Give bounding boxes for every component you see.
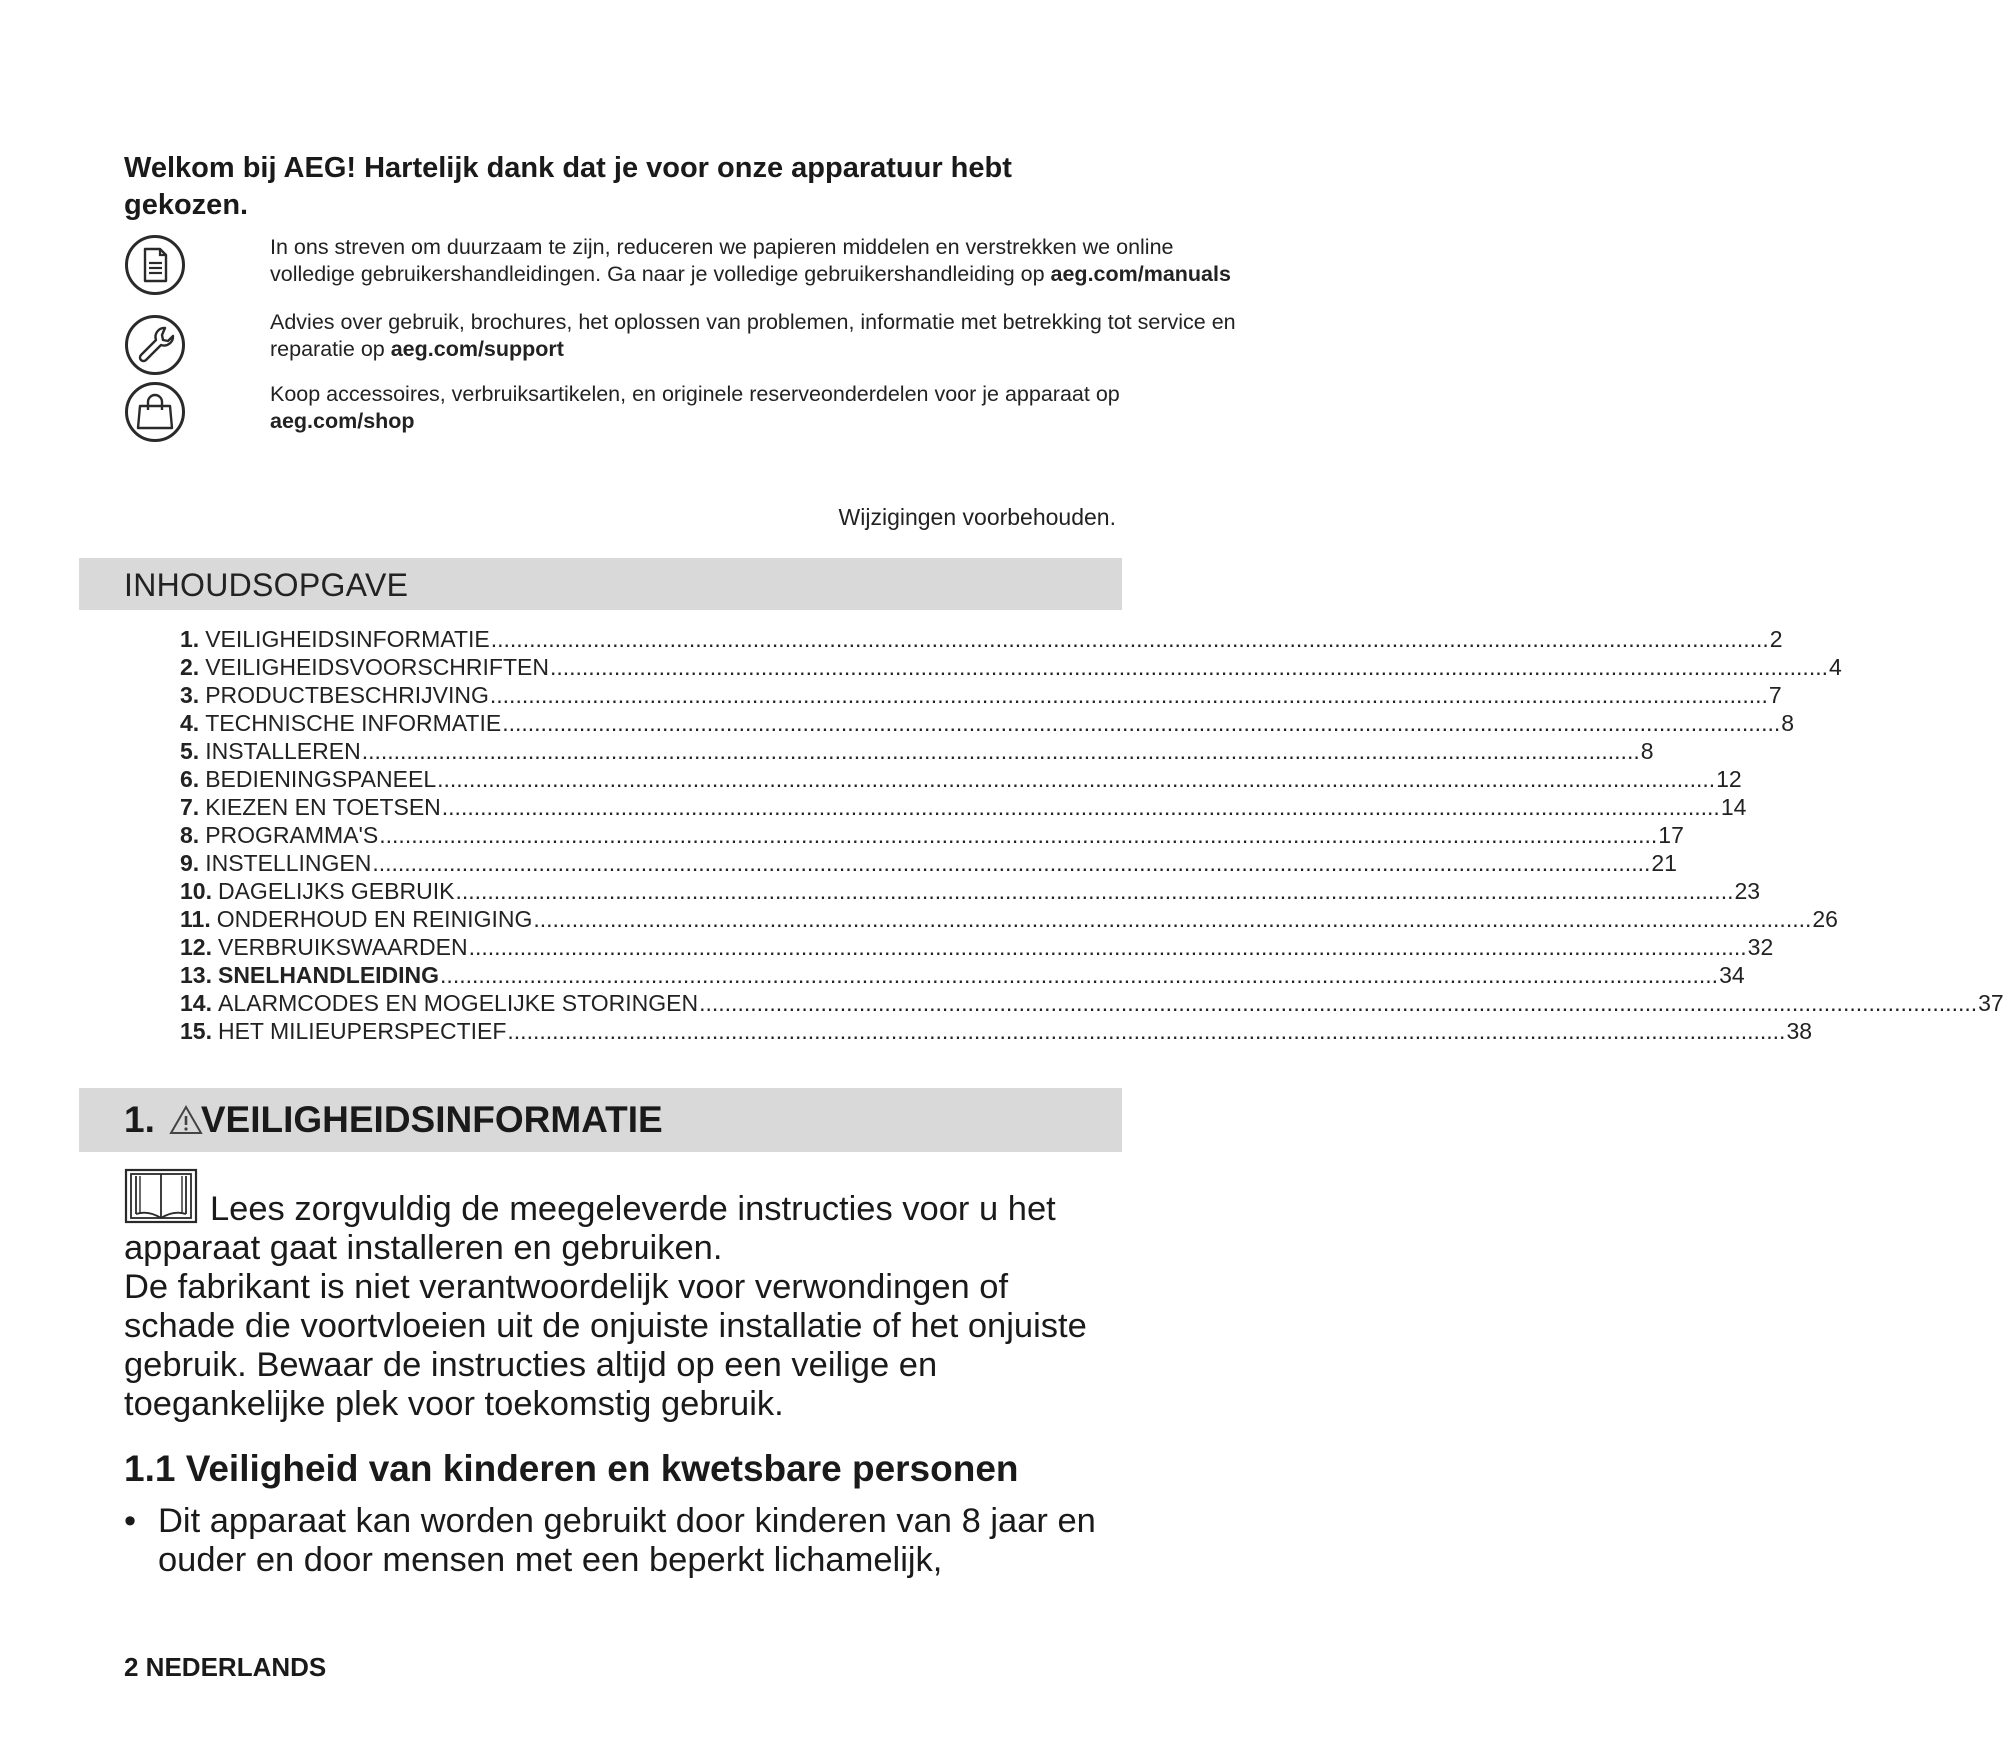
toc-item-label: VEILIGHEIDSVOORSCHRIFTEN: [205, 654, 549, 680]
intro-text-2: De fabrikant is niet verantwoordelijk voor verwondingen of schade die voortvloeien uit de onjuiste installatie of het onjuiste gebruik. Bewaar de instructies altijd op een veilige en toegankelijke plek voor toekomstig gebruik.: [124, 1268, 1087, 1423]
intro-text-1: Lees zorgvuldig de meegeleverde instructies voor u het apparaat gaat installeren en gebruiken.: [124, 1190, 1056, 1267]
section-header: [79, 1088, 1122, 1152]
toc-item-label: PROGRAMMA'S: [205, 822, 379, 848]
toc-item[interactable]: [180, 626, 1783, 654]
toc-list: [180, 626, 2004, 1046]
toc-item-number: 11.: [180, 906, 211, 932]
subsection-title: 1.1 Veiligheid van kinderen en kwetsbare personen: [124, 1448, 1019, 1489]
toc-item-page: 8: [1640, 738, 1654, 764]
toc-item-number: 5.: [180, 738, 200, 764]
toc-item-leader: ........................................................................................................................................................................................................: [699, 990, 1978, 1016]
toc-item[interactable]: [180, 962, 1745, 990]
toc-item-label: VEILIGHEIDSINFORMATIE: [205, 626, 490, 652]
welcome-heading: Welkom bij AEG! Hartelijk dank dat je voor onze apparatuur hebt gekozen.: [124, 152, 1012, 221]
warning-triangle-icon: [169, 1105, 203, 1135]
toc-item[interactable]: [180, 1018, 1813, 1046]
toc-item-page: 17: [1658, 822, 1684, 848]
toc-item-leader: ........................................................................................................................................................................................................: [441, 794, 1720, 820]
toc-item-label: ONDERHOUD EN REINIGING: [216, 906, 533, 932]
toc-item-leader: ........................................................................................................................................................................................................: [372, 850, 1651, 876]
toc-item-number: 6.: [180, 766, 200, 792]
toc-item-label: TECHNISCHE INFORMATIE: [205, 710, 502, 736]
toc-item-page: 2: [1769, 626, 1783, 652]
toc-item[interactable]: [180, 822, 1684, 850]
toc-header: [79, 558, 1122, 610]
toc-item-page: 34: [1719, 962, 1745, 988]
manuals-link[interactable]: aeg.com/manuals: [1050, 262, 1231, 286]
bullet-list: [124, 1502, 1124, 1580]
toc-item-page: 14: [1720, 794, 1747, 820]
toc-item-number: 4.: [180, 710, 200, 736]
section-number: 1.: [124, 1099, 155, 1140]
toc-item[interactable]: [180, 710, 1795, 738]
section-intro: [124, 1168, 1124, 1424]
toc-item-page: 4: [1829, 654, 1842, 680]
toc-item-label: HET MILIEUPERSPECTIEF: [217, 1018, 507, 1044]
bullet-item: • Dit apparaat kan worden gebruikt door kinderen van 8 jaar en ouder en door mensen met een beperkt lichamelijk,: [124, 1502, 1124, 1580]
toc-item-number: 2.: [180, 654, 200, 680]
toc-item-number: 1.: [180, 626, 200, 652]
section-name: VEILIGHEIDSINFORMATIE: [200, 1099, 663, 1140]
toc-item-leader: ........................................................................................................................................................................................................: [455, 878, 1734, 904]
toc-item-label: PRODUCTBESCHRIJVING: [205, 682, 489, 708]
info-shop-text: Koop accessoires, verbruiksartikelen, en originele reserveonderdelen voor je apparaat op aeg.com/shop: [270, 382, 1120, 433]
section-title: [124, 1099, 663, 1141]
toc-item-label: INSTELLINGEN: [205, 850, 372, 876]
toc-item-number: 3.: [180, 682, 200, 708]
toc-item-number: 7.: [180, 794, 200, 820]
toc-item-page: 8: [1781, 710, 1795, 736]
toc-item-leader: ........................................................................................................................................................................................................: [489, 682, 1768, 708]
toc-title: INHOUDSOPGAVE: [124, 567, 409, 603]
toc-item-leader: ........................................................................................................................................................................................................: [533, 906, 1812, 932]
toc-item-leader: ........................................................................................................................................................................................................: [507, 1018, 1786, 1044]
toc-item-leader: ........................................................................................................................................................................................................: [490, 626, 1769, 652]
toc-item-page: 21: [1651, 850, 1677, 876]
toc-item-leader: ........................................................................................................................................................................................................: [468, 934, 1747, 960]
toc-item-number: 15.: [180, 1018, 212, 1044]
toc-item[interactable]: [180, 990, 2004, 1018]
toc-item-number: 12.: [180, 934, 212, 960]
toc-item-label: ALARMCODES EN MOGELIJKE STORINGEN: [217, 990, 699, 1016]
toc-item[interactable]: [180, 794, 1747, 822]
open-book-icon: [124, 1168, 198, 1224]
toc-item[interactable]: [180, 906, 1838, 934]
toc-item-page: 26: [1812, 906, 1838, 932]
toc-item-page: 7: [1768, 682, 1782, 708]
toc-item-leader: ........................................................................................................................................................................................................: [440, 962, 1719, 988]
toc-item-label: VERBRUIKSWAARDEN: [217, 934, 468, 960]
toc-item-leader: ........................................................................................................................................................................................................: [361, 738, 1640, 764]
toc-item[interactable]: [180, 654, 1842, 682]
wrench-icon: [124, 314, 186, 376]
toc-item-leader: ........................................................................................................................................................................................................: [437, 766, 1716, 792]
toc-item-number: 13.: [180, 962, 212, 988]
shopping-bag-icon: [124, 381, 186, 443]
toc-item[interactable]: [180, 682, 1782, 710]
toc-item-leader: ........................................................................................................................................................................................................: [502, 710, 1781, 736]
toc-item-number: 8.: [180, 822, 200, 848]
toc-item-leader: ........................................................................................................................................................................................................: [549, 654, 1828, 680]
toc-item-label: DAGELIJKS GEBRUIK: [217, 878, 455, 904]
toc-item[interactable]: [180, 766, 1742, 794]
toc-item-label: INSTALLEREN: [205, 738, 361, 764]
toc-item-page: 37: [1978, 990, 2004, 1016]
support-link[interactable]: aeg.com/support: [390, 337, 564, 361]
toc-item[interactable]: [180, 878, 1761, 906]
shop-link[interactable]: aeg.com/shop: [270, 409, 415, 433]
document-icon: [124, 234, 186, 296]
toc-item[interactable]: [180, 738, 1654, 766]
toc-item-number: 9.: [180, 850, 200, 876]
toc-item-page: 23: [1734, 878, 1761, 904]
info-support-text: Advies over gebruik, brochures, het oplossen van problemen, informatie met betrekking tot service en reparatie op aeg.com/support: [270, 310, 1236, 361]
toc-item-number: 10.: [180, 878, 212, 904]
page-footer: 2 NEDERLANDS: [124, 1652, 327, 1682]
toc-item-page: 12: [1716, 766, 1742, 792]
toc-item-label: BEDIENINGSPANEEL: [205, 766, 437, 792]
toc-item-leader: ........................................................................................................................................................................................................: [379, 822, 1658, 848]
disclaimer: Wijzigingen voorbehouden.: [838, 504, 1116, 530]
toc-item-page: 38: [1786, 1018, 1813, 1044]
toc-item[interactable]: [180, 850, 1677, 878]
toc-item-page: 32: [1747, 934, 1774, 960]
info-manuals-text: In ons streven om duurzaam te zijn, reduceren we papieren middelen en verstrekken we online volledige gebruikershandleidingen. Ga naar je volledige gebruikershandleiding op aeg.com/manuals: [270, 235, 1231, 286]
toc-item-label: KIEZEN EN TOETSEN: [205, 794, 441, 820]
toc-item-label: SNELHANDLEIDING: [217, 962, 440, 988]
toc-item-number: 14.: [180, 990, 212, 1016]
toc-item[interactable]: [180, 934, 1774, 962]
